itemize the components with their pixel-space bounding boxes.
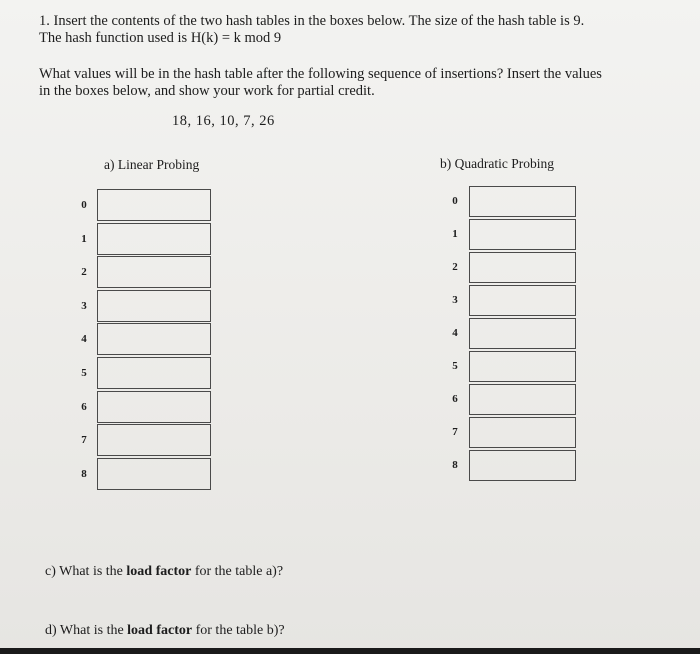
- table_a-index-7: 7: [81, 434, 87, 447]
- insertion-sequence: 18, 16, 10, 7, 26: [172, 113, 275, 129]
- table_b-index-5: 5: [452, 360, 458, 372]
- table_a-index-4: 4: [81, 333, 87, 346]
- table_b-slot-4[interactable]: [469, 318, 576, 349]
- table_b-index-2: 2: [452, 261, 458, 273]
- question-line-2: The hash function used is H(k) = k mod 9: [39, 30, 282, 46]
- part-c-prefix: c) What is the: [45, 564, 127, 579]
- part-d-suffix: for the table b)?: [192, 623, 285, 638]
- part-c-question: [45, 564, 283, 580]
- part-d-bold: load factor: [127, 623, 193, 638]
- table_a-index-0: 0: [81, 199, 87, 211]
- table_a-slot-2[interactable]: [97, 256, 211, 288]
- table_a-slot-1[interactable]: [97, 223, 211, 255]
- table_a-index-5: 5: [81, 367, 87, 379]
- table_b-slot-1[interactable]: [469, 219, 576, 250]
- table_a-slot-3[interactable]: [97, 290, 211, 322]
- table_a-slot-6[interactable]: [97, 391, 211, 423]
- quadratic-probing-label: b) Quadratic Probing: [440, 156, 554, 171]
- part-c-bold: load factor: [126, 564, 192, 579]
- part-c-suffix: for the table a)?: [191, 564, 284, 579]
- table_b-index-1: 1: [452, 228, 458, 240]
- table_a-index-2: 2: [81, 266, 87, 279]
- table_b-slot-7[interactable]: [469, 417, 576, 448]
- instructions-line-1: What values will be in the hash table after the following sequence of insertions? Insert the values: [39, 66, 602, 82]
- instructions-line-2: in the boxes below, and show your work for partial credit.: [39, 83, 375, 99]
- table_b-slot-3[interactable]: [469, 285, 576, 316]
- table_b-index-0: 0: [452, 195, 458, 207]
- part-d-question: [45, 623, 285, 639]
- table_b-index-8: 8: [452, 459, 458, 471]
- bottom-edge: [0, 648, 700, 654]
- table_b-index-4: 4: [452, 327, 458, 339]
- table_b-index-7: 7: [452, 426, 458, 438]
- table_b-index-3: 3: [452, 294, 458, 306]
- table_a-slot-0[interactable]: [97, 189, 211, 221]
- table_a-index-3: 3: [81, 299, 87, 312]
- table_a-slot-8[interactable]: [97, 458, 211, 490]
- table_b-slot-2[interactable]: [469, 252, 576, 283]
- table_a-index-1: 1: [81, 232, 87, 245]
- table_a-slot-4[interactable]: [97, 323, 211, 355]
- table_a-slot-5[interactable]: [97, 357, 211, 389]
- question-line-1: 1. Insert the contents of the two hash tables in the boxes below. The size of the hash table is 9.: [39, 13, 585, 29]
- table_b-slot-6[interactable]: [469, 384, 576, 415]
- table_a-slot-7[interactable]: [97, 424, 211, 456]
- table_a-index-8: 8: [81, 467, 87, 480]
- table_b-slot-8[interactable]: [469, 450, 576, 481]
- linear-probing-label: a) Linear Probing: [104, 157, 200, 172]
- table_b-index-6: 6: [452, 393, 458, 405]
- table_b-slot-5[interactable]: [469, 351, 576, 382]
- part-d-prefix: d) What is the: [45, 623, 128, 638]
- table_b-slot-0[interactable]: [469, 186, 576, 217]
- table_a-index-6: 6: [81, 400, 87, 413]
